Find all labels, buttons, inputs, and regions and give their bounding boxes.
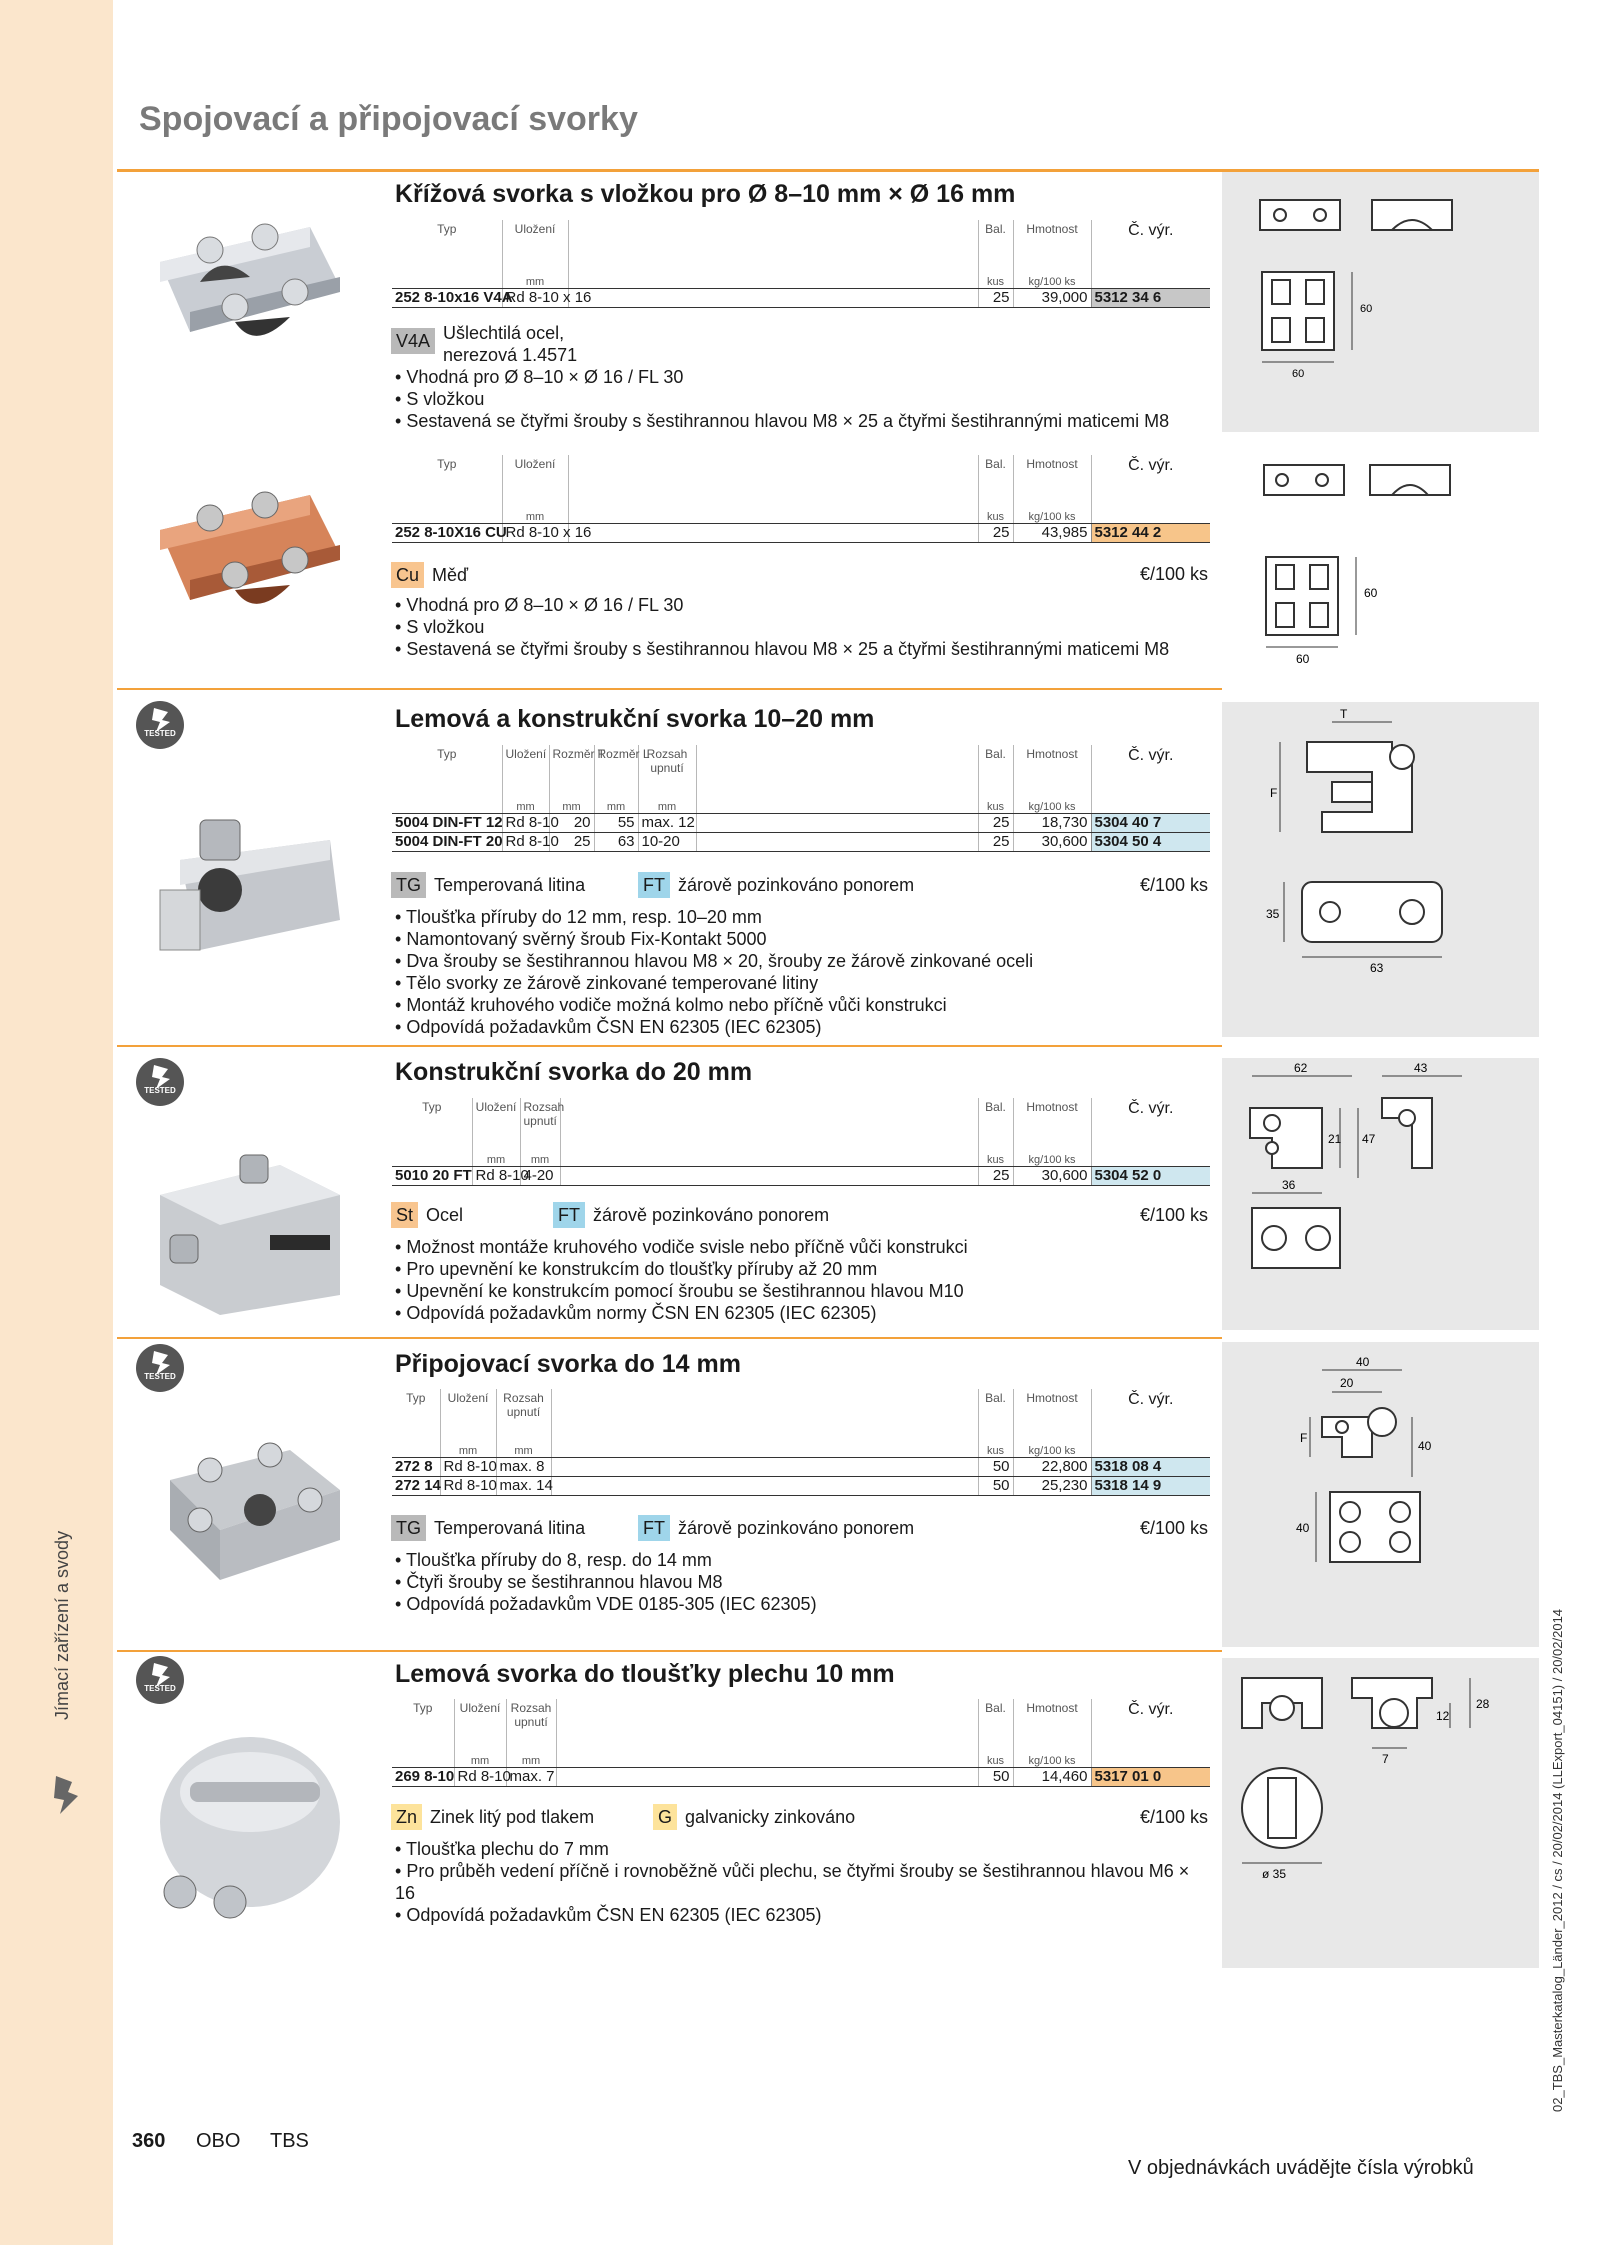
tested-badge-icon bbox=[132, 1655, 188, 1705]
price-unit: €/100 ks bbox=[1139, 875, 1208, 895]
dim-c: 7 bbox=[1382, 1752, 1389, 1766]
drawing-panel-cross-clamp-copper bbox=[1222, 445, 1539, 677]
type-cell: 5004 DIN-FT 12 bbox=[392, 813, 502, 832]
type-cell: 269 8-10 bbox=[392, 1767, 454, 1786]
article-number[interactable]: 5312 44 2 bbox=[1091, 523, 1210, 542]
finish-row-5: FT žárově pozinkováno ponorem bbox=[638, 1515, 914, 1541]
spec-table-3: Typ Uložení Rozměr T Rozměr L Rozsah upnutí Bal. Hmotnost Č. výr. mm mm mm mm kus kg/100 ks 5004 DIN-FT 12 Rd 8-10 20 55 max. 12 25 18,730 5304 40 7 5004 DIN-FT 20 Rd 8-10 25 63 10-20 25 30,600 5304 50 4 bbox=[392, 745, 1210, 852]
dim-width: 60 bbox=[1296, 652, 1310, 666]
spec-table-5: Typ Uložení Rozsah upnutí Bal. Hmotnost Č. výr. mm mm kus kg/100 ks 272 8 Rd 8-10 max. 8 50 22,800 5318 08 4 272 14 Rd 8-10 max. 14 50 25,230 5318 14 9 bbox=[392, 1389, 1210, 1496]
article-number[interactable]: 5312 34 6 bbox=[1091, 288, 1210, 307]
section-separator bbox=[117, 1650, 1222, 1652]
svg-text:TESTED: TESTED bbox=[144, 1372, 176, 1381]
dim-a: 12 bbox=[1436, 1709, 1450, 1723]
tested-badge-icon bbox=[132, 1343, 188, 1393]
bullet-list-1: • Vhodná pro Ø 8–10 × Ø 16 / FL 30 • S vložkou • Sestavená se čtyřmi šrouby s šestihrannou hlavou M8 × 25 a čtyřmi šestihrannými maticemi M8 bbox=[395, 367, 1170, 431]
dim-height: 60 bbox=[1360, 303, 1373, 315]
dim-b: 20 bbox=[1340, 1376, 1354, 1390]
material-row-5: TG Temperovaná litina bbox=[391, 1515, 585, 1541]
material-row-6: Zn Zinek litý pod tlakem bbox=[391, 1804, 594, 1830]
article-number[interactable]: 5304 50 4 bbox=[1091, 832, 1210, 851]
dim-d: 47 bbox=[1362, 1132, 1376, 1146]
material-row-4: St Ocel bbox=[391, 1202, 463, 1228]
dim-t: T bbox=[1340, 707, 1348, 721]
bullet-list-4: • Možnost montáže kruhového vodiče svisle nebo příčně vůči konstrukci • Pro upevnění ke konstrukcím do tloušťky příruby až 20 mm • Upevnění ke konstrukcím pomocí šroubu se šestihrannou hlavou M10 • Odpovídá požadavkům normy ČSN EN 62305 (IEC 62305) bbox=[395, 1237, 968, 1323]
type-cell: 272 14 bbox=[392, 1476, 440, 1495]
drawing-panel-sheet-clamp bbox=[1222, 1658, 1539, 1968]
tested-badge-icon bbox=[132, 700, 188, 750]
dim-b: 43 bbox=[1414, 1061, 1428, 1075]
price-unit: €/100 ks bbox=[1139, 564, 1208, 584]
page-number: 360 bbox=[132, 2130, 166, 2152]
spec-table-1: Typ Uložení Bal. Hmotnost Č. výr. mm kus kg/100 ks 252 8-10x16 V4A Rd 8-10 x 16 25 39,000 5312 34 6 bbox=[392, 220, 1210, 308]
section-separator bbox=[117, 1337, 1222, 1339]
section-separator bbox=[117, 688, 1222, 690]
spec-table-2: Typ Uložení Bal. Hmotnost Č. výr. mm kus kg/100 ks 252 8-10X16 CU Rd 8-10 x 16 25 43,985 5312 44 2 bbox=[392, 455, 1210, 543]
dim-f: F bbox=[1270, 786, 1278, 800]
drawing-panel-connection-clamp bbox=[1222, 1342, 1539, 1647]
section-title-5: Připojovací svorka do 14 mm bbox=[395, 1350, 741, 1378]
material-row-2: Cu Měď bbox=[391, 562, 468, 588]
section-separator bbox=[117, 1045, 1222, 1047]
series-label: TBS bbox=[270, 2130, 309, 2152]
dim-e: 36 bbox=[1282, 1178, 1296, 1192]
type-cell: 5004 DIN-FT 20 bbox=[392, 832, 502, 851]
side-chapter-label: Jímací zařízení a svody bbox=[52, 1530, 72, 1720]
type-cell: 252 8-10x16 V4A bbox=[392, 288, 502, 307]
price-unit: €/100 ks bbox=[1139, 1807, 1208, 1827]
dim-a: 62 bbox=[1294, 1061, 1308, 1075]
left-chapter-strip bbox=[0, 0, 113, 2245]
footer-note: V objednávkách uvádějte čísla výrobků bbox=[1128, 2157, 1474, 2179]
material-row-1: V4A Ušlechtilá ocel, nerezová 1.4571 bbox=[391, 322, 577, 366]
tested-badge-icon bbox=[132, 1057, 188, 1107]
price-unit: €/100 ks bbox=[1139, 1205, 1208, 1225]
product-photo-cross-clamp-steel bbox=[140, 192, 350, 352]
dim-d: ø 35 bbox=[1262, 1867, 1287, 1881]
section-title-1: Křížová svorka s vložkou pro Ø 8–10 mm × Ø 16 mm bbox=[395, 180, 1016, 208]
page-title: Spojovací a připojovací svorky bbox=[139, 100, 638, 138]
dim-width: 60 bbox=[1292, 368, 1305, 380]
dim-f: F bbox=[1300, 1431, 1308, 1445]
bullet-list-2: • Vhodná pro Ø 8–10 × Ø 16 / FL 30 • S vložkou • Sestavená se čtyřmi šrouby s šestihrannou hlavou M8 × 25 a čtyřmi šestihrannými maticemi M8 bbox=[395, 595, 1170, 659]
product-photo-construction-clamp bbox=[140, 1135, 350, 1315]
svg-text:TESTED: TESTED bbox=[144, 1086, 176, 1095]
dim-w: 63 bbox=[1370, 961, 1384, 975]
drawing-panel-cross-clamp-steel bbox=[1222, 172, 1539, 432]
article-number[interactable]: 5304 40 7 bbox=[1091, 813, 1210, 832]
dim-c: 21 bbox=[1328, 1132, 1342, 1146]
product-photo-cross-clamp-copper bbox=[140, 460, 350, 620]
type-cell: 252 8-10X16 CU bbox=[392, 523, 502, 542]
dim-a: 40 bbox=[1356, 1355, 1370, 1369]
svg-text:TESTED: TESTED bbox=[144, 1684, 176, 1693]
type-cell: 5010 20 FT bbox=[392, 1166, 472, 1185]
article-number[interactable]: 5317 01 0 bbox=[1091, 1767, 1210, 1786]
finish-row-4: FT žárově pozinkováno ponorem bbox=[553, 1202, 829, 1228]
price-unit: €/100 ks bbox=[1139, 1518, 1208, 1538]
finish-row-3: FT žárově pozinkováno ponorem bbox=[638, 872, 914, 898]
bullet-list-6: • Tloušťka plechu do 7 mm • Pro průběh vedení příčně i rovnoběžně vůči plechu, se čtyřmi šrouby se šestihrannou hlavou M6 × 16 • Odpovídá požadavkům ČSN EN 62305 (IEC 62305) bbox=[395, 1839, 1190, 1925]
type-cell: 272 8 bbox=[392, 1457, 440, 1476]
dim-b: 28 bbox=[1476, 1697, 1490, 1711]
finish-row-6: G galvanicky zinkováno bbox=[653, 1804, 855, 1830]
dim-d: 40 bbox=[1296, 1521, 1310, 1535]
dim-height: 60 bbox=[1364, 586, 1378, 600]
spec-table-4: Typ Uložení Rozsah upnutí Bal. Hmotnost Č. výr. mm mm kus kg/100 ks 5010 20 FT Rd 8-10 4-20 25 30,600 5304 52 0 bbox=[392, 1098, 1210, 1186]
dim-c: 40 bbox=[1418, 1439, 1432, 1453]
section-title-4: Konstrukční svorka do 20 mm bbox=[395, 1058, 753, 1086]
brand-label: OBO bbox=[196, 2130, 241, 2152]
chapter-lightning-icon bbox=[46, 1772, 84, 1818]
material-row-3: TG Temperovaná litina bbox=[391, 872, 585, 898]
bullet-list-3: • Tloušťka příruby do 12 mm, resp. 10–20 mm • Namontovaný svěrný šroub Fix-Kontakt 5000 • Dva šrouby se šestihrannou hlavou M8 × 20, šrouby ze žárově zinkované oceli • Tělo svorky ze žárově zinkované temperované litiny • Montáž kruhového vodiče možná kolmo nebo příčně vůči konstrukci • Odpovídá požadavkům ČSN EN 62305 (IEC 62305) bbox=[395, 907, 1034, 1037]
drawing-panel-construction-clamp bbox=[1222, 1058, 1539, 1330]
article-number[interactable]: 5304 52 0 bbox=[1091, 1166, 1210, 1185]
article-number[interactable]: 5318 08 4 bbox=[1091, 1457, 1210, 1476]
article-number[interactable]: 5318 14 9 bbox=[1091, 1476, 1210, 1495]
material-code: Cu bbox=[391, 562, 424, 588]
product-photo-flange-clamp bbox=[140, 800, 350, 970]
material-code: V4A bbox=[391, 328, 435, 354]
section-title-6: Lemová svorka do tloušťky plechu 10 mm bbox=[395, 1660, 895, 1688]
product-photo-connection-clamp bbox=[140, 1410, 350, 1590]
product-photo-sheet-clamp bbox=[140, 1722, 350, 1922]
bullet-list-5: • Tloušťka příruby do 8, resp. do 14 mm • Čtyři šrouby se šestihrannou hlavou M8 • Odpovídá požadavkům VDE 0185-305 (IEC 62305) bbox=[395, 1550, 817, 1614]
section-title-3: Lemová a konstrukční svorka 10–20 mm bbox=[395, 705, 875, 733]
spec-table-6: Typ Uložení Rozsah upnutí Bal. Hmotnost Č. výr. mm mm kus kg/100 ks 269 8-10 Rd 8-10 max. 7 50 14,460 5317 01 0 bbox=[392, 1699, 1210, 1787]
dim-h: 35 bbox=[1266, 907, 1280, 921]
drawing-panel-flange-clamp bbox=[1222, 702, 1539, 1037]
svg-text:TESTED: TESTED bbox=[144, 729, 176, 738]
side-code-text: 02_TBS_Masterkatalog_Länder_2012 / cs / 20/02/2014 (LLExport_04151) / 20/02/2014 bbox=[1550, 1608, 1565, 2112]
